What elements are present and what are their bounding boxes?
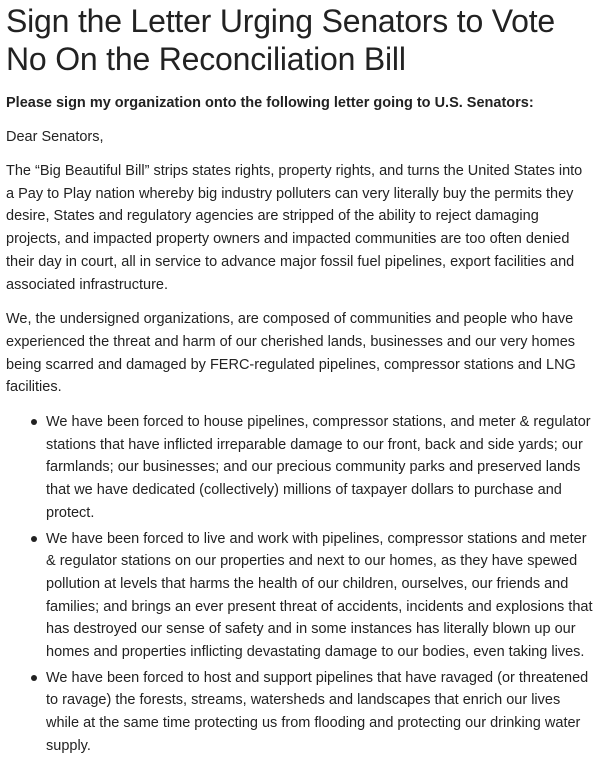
page-title: Sign the Letter Urging Senators to Vote No On the Reconciliation Bill [6, 3, 555, 77]
bullet-icon [31, 419, 37, 425]
bullet-icon [31, 675, 37, 681]
intro-text: Please sign my organization onto the following letter going to U.S. Senators: [6, 95, 534, 111]
grievance-list [6, 411, 594, 758]
list-item [46, 411, 594, 525]
paragraph-2: We, the undersigned organizations, are composed of communities and people who have experienced the threat and harm of our cherished lands, businesses and our very homes being scarred and damaged by FERC-regulated pipelines, compressor stations and LNG facilities. [6, 311, 576, 396]
list-item [46, 528, 594, 664]
list-item-text: We have been forced to host and support pipelines that have ravaged (or threatened to ravage) the forests, streams, watersheds and landscapes that enrich our lives while at the same time protecting us from flooding and protecting our drinking water supply. [46, 669, 589, 754]
list-item [46, 667, 594, 758]
bullet-icon [31, 536, 37, 542]
list-item-text: We have been forced to house pipelines, compressor stations, and meter & regulator stations that have inflicted irreparable damage to our front, back and side yards; our farmlands; our businesses; and our precious community parks and preserved lands that we have dedicated (collectively) millions of taxpayer dollars to purchase and protect. [46, 414, 591, 521]
paragraph-1: The “Big Beautiful Bill” strips states rights, property rights, and turns the United States into a Pay to Play nation whereby big industry polluters can very literally buy the permits they desire, States and regulatory agencies are stripped of the ability to reject damaging projects, and impacted property owners and impacted communities are too often denied their day in court, all in service to advance major fossil fuel pipelines, export facilities and associated infrastructure. [6, 163, 583, 293]
salutation: Dear Senators, [6, 129, 104, 145]
list-item-text: We have been forced to live and work with pipelines, compressor stations and meter & regulator stations on our properties and next to our homes, as they have spewed pollution at levels that harms the health of our children, ourselves, our friends and families; and brings an ever present threat of accidents, incidents and explosions that has destroyed our sense of safety and in some instances has literally blown up our homes and properties inflicting devastating damage to our bodies, even taking lives. [46, 530, 593, 661]
